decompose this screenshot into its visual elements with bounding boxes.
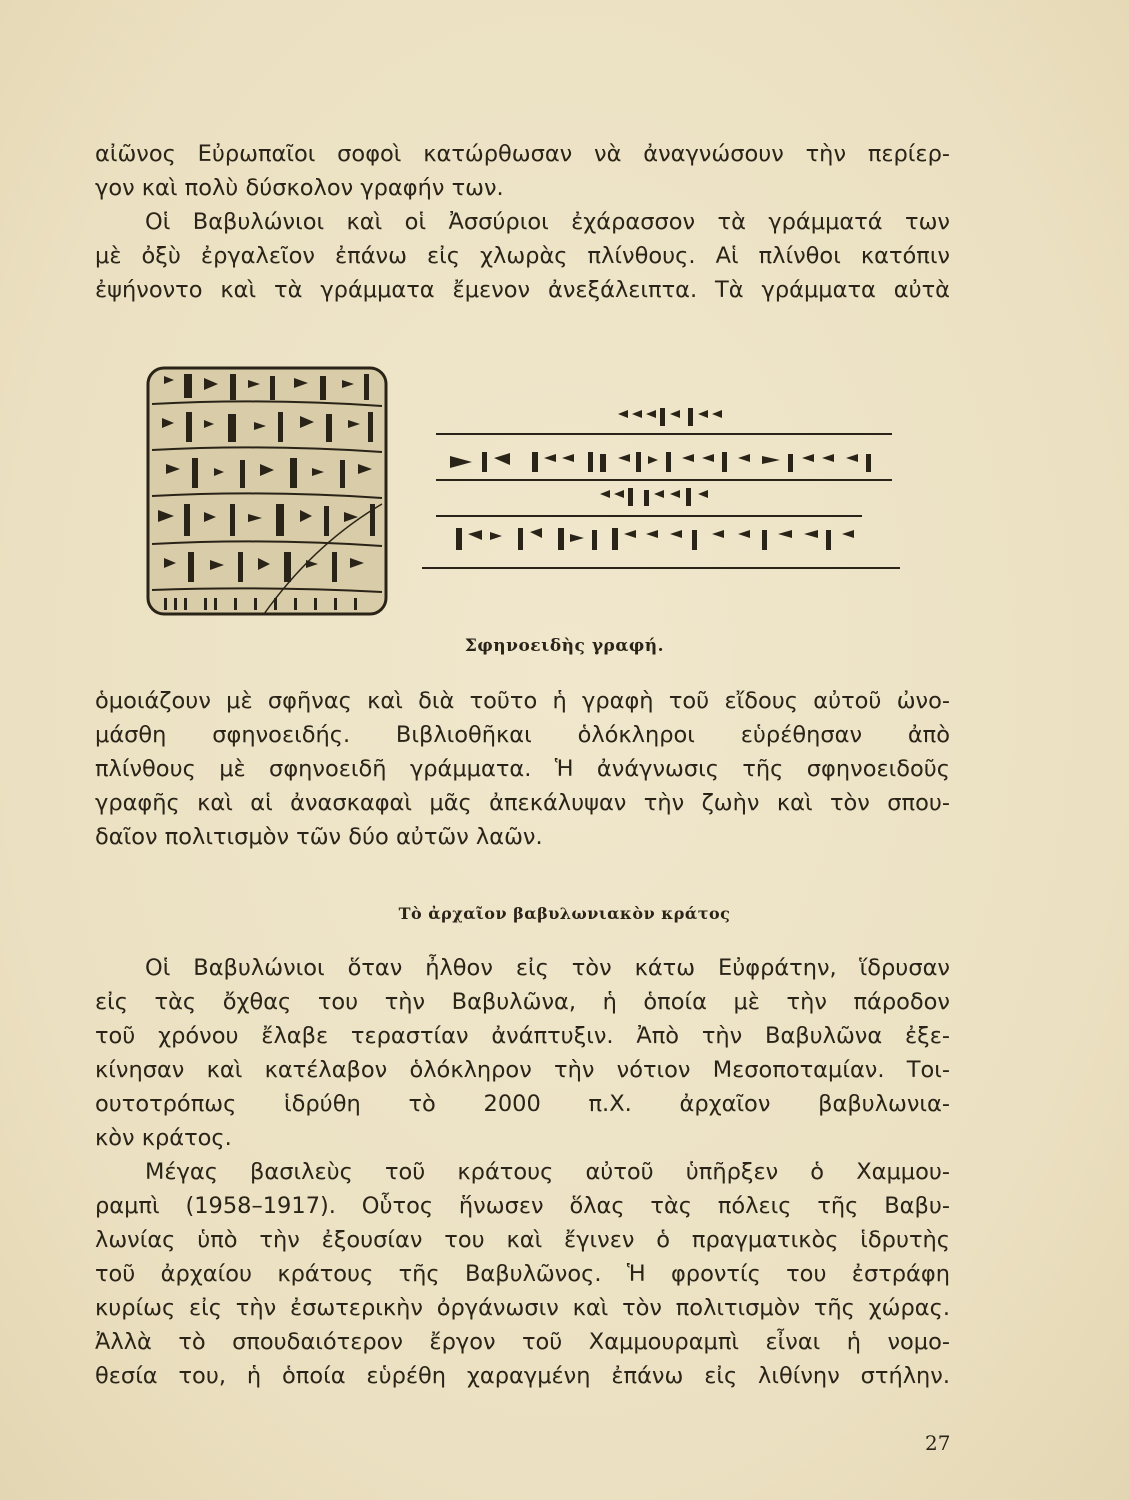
text-line: Οἱ Βαβυλώνιοι ὅταν ἦλθον εἰς τὸν κάτω Εὐφράτην, ἵδρυσαν [145,955,950,981]
text-line: Μέγας βασιλεὺς τοῦ κράτους αὐτοῦ ὑπῆρξεν ὁ Χαμμου- [145,1159,950,1185]
text-line: Οἱ Βαβυλώνιοι καὶ οἱ Ἀσσύριοι ἐχάρασσον τὰ γράμματά των [145,209,950,235]
text-line: μὲ ὀξὺ ἐργαλεῖον ἐπάνω εἰς χλωρὰς πλίνθους. Αἱ πλίνθοι κατόπιν [95,243,950,269]
text-line: λωνίας ὑπὸ τὴν ἐξουσίαν του καὶ ἔγινεν ὁ πραγματικὸς ἱδρυτὴς [95,1227,950,1253]
text-line: εἰς τὰς ὄχθας του τὴν Βαβυλῶνα, ἡ ὁποία μὲ τὴν πάροδον [95,989,950,1015]
paragraph-intro [95,137,950,307]
figure-caption: Σφηνοειδὴς γραφή. [464,636,665,656]
text-line: Ἀλλὰ τὸ σπουδαιότερον ἔργον τοῦ Χαμμουραμπὶ εἶναι ἡ νομο- [95,1329,950,1355]
text-line: ὁμοιάζουν μὲ σφῆνας καὶ διὰ τοῦτο ἡ γραφὴ τοῦ εἴδους αὐτοῦ ὠνο- [95,688,950,714]
cuneiform-inscription-illustration [422,388,902,578]
text-line: μάσθη σφηνοειδής. Βιβλιοθῆκαι ὁλόκληροι εὑρέθησαν ἀπὸ [95,722,950,748]
text-line: δαῖον πολιτισμὸν τῶν δύο αὐτῶν λαῶν. [95,824,543,850]
paragraph-cuneiform [95,684,950,854]
cuneiform-tablet-illustration [144,364,390,620]
text-line: ραμπὶ (1958–1917). Οὗτος ἥνωσεν ὅλας τὰς πόλεις τῆς Βαβυ- [95,1193,950,1219]
paragraph-babylonian-state [95,951,950,1393]
text-line: πλίνθους μὲ σφηνοειδῆ γράμματα. Ἡ ἀνάγνωσις τῆς σφηνοειδοῦς [95,756,950,782]
text-line: γραφῆς καὶ αἱ ἀνασκαφαὶ μᾶς ἀπεκάλυψαν τὴν ζωὴν καὶ τὸν σπου- [95,790,950,816]
text-line: ἐψήνοντο καὶ τὰ γράμματα ἔμενον ἀνεξάλειπτα. Τὰ γράμματα αὐτὰ [95,277,950,303]
text-line: τοῦ ἀρχαίου κράτους τῆς Βαβυλῶνος. Ἡ φροντίς του ἐστράφη [95,1261,950,1287]
text-line: θεσία του, ἡ ὁποία εὑρέθη χαραγμένη ἐπάνω εἰς λιθίνην στήλην. [95,1363,950,1389]
text-line: αἰῶνος Εὐρωπαῖοι σοφοὶ κατώρθωσαν νὰ ἀναγνώσουν τὴν περίερ- [95,141,950,167]
page-number: 27 [925,1431,951,1455]
text-line: γον καὶ πολὺ δύσκολον γραφήν των. [95,175,504,201]
text-line: τοῦ χρόνου ἔλαβε τεραστίαν ἀνάπτυξιν. Ἀπὸ τὴν Βαβυλῶνα ἐξε- [95,1023,950,1049]
text-line: κυρίως εἰς τὴν ἐσωτερικὴν ὀργάνωσιν καὶ τὸν πολιτισμὸν τῆς χώρας. [95,1295,950,1321]
text-line: κὸν κράτος. [95,1125,232,1151]
text-line: κίνησαν καὶ κατέλαβον ὁλόκληρον τὴν νότιον Μεσοποταμίαν. Τοι- [95,1057,950,1083]
text-line: ουτοτρόπως ἱδρύθη τὸ 2000 π.Χ. ἀρχαῖον βαβυλωνια- [95,1091,950,1117]
section-heading: Τὸ ἀρχαῖον βαβυλωνιακὸν κράτος [398,904,731,923]
